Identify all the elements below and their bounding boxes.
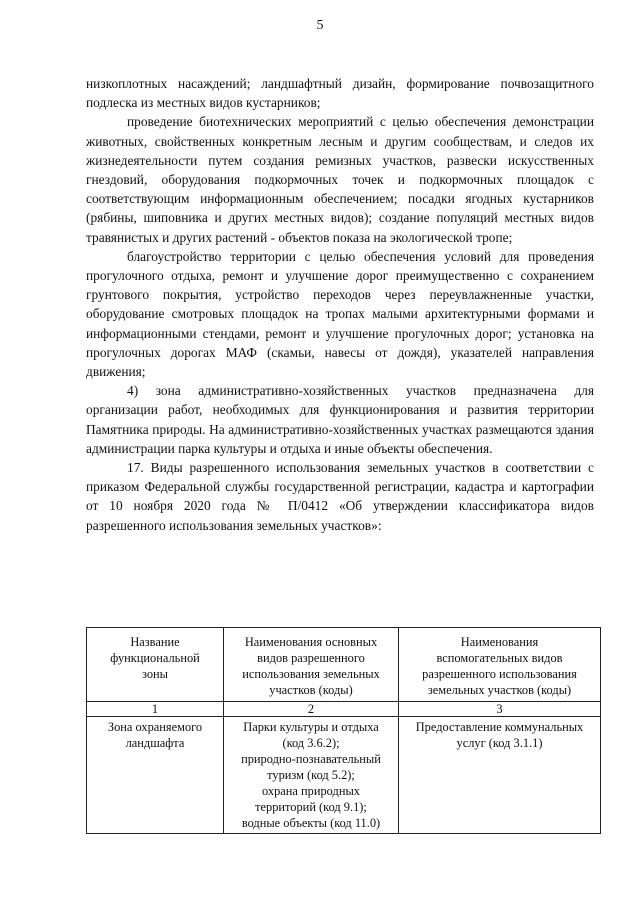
header-zone-name: Название функциональной зоны (87, 628, 224, 702)
paragraph-item-17: 17. Виды разрешенного использования земельных участков в соответствии с приказом Федеральной службы государственной регистрации, кадастра и картографии от 10 ноября 2020 года № П/0412 «Об утверждении классификатора видов разрешенного использования земельных участков»: (86, 460, 594, 533)
cell-auxiliary-uses: Предоставление коммунальных услуг (код 3.1.1) (399, 717, 601, 834)
paragraph-improvement: благоустройство территории с целью обеспечения условий для проведения прогулочного отдыха, ремонт и улучшение дорог преимущественно с сохранением грунтового покрытия, устройство переходов через переувлажненные участки, оборудование смотровых площадок на тропах малыми архитектурными формами и информационными стендами, ремонт и улучшение прогулочных дорог; установка на прогулочных дорогах МАФ (скамьи, навесы от дождя), указателей направления движения; (86, 248, 594, 380)
paragraph-planting: низкоплотных насаждений; ландшафтный дизайн, формирование почвозащитного подлеска из местных видов кустарников; (86, 76, 594, 111)
paragraph-biotechnical: проведение биотехнических мероприятий с целью обеспечения демонстрации животных, свойственных конкретным лесным и другим сообществам, и следов их жизнедеятельности путем создания ремизных участков, развески искусственных гнездовий, оборудования подкормочных точек и подкормочных площадок с соответствующим информационным обеспечением; посадки ягодных кустарников (рябины, шиповника и других местных видов); создание популяций местных видов травянистых и других растений - объектов показа на экологической тропе; (86, 114, 594, 245)
land-use-table (86, 627, 601, 834)
header-main-use: Наименования основных видов разрешенного использования земельных участков (коды) (224, 628, 399, 702)
cell-main-uses: Парки культуры и отдыха (код 3.6.2); природно-познавательный туризм (код 5.2); охрана природных территорий (код 9.1); водные объекты (код 11.0) (224, 717, 399, 834)
page-number: 5 (316, 18, 324, 33)
cell-zone-name: Зона охраняемого ландшафта (87, 717, 224, 834)
column-number-row (87, 702, 601, 717)
document-body (86, 74, 594, 535)
header-auxiliary-use: Наименования вспомогательных видов разрешенного использования земельных участков (коды) (399, 628, 601, 702)
table-row (87, 717, 601, 834)
column-number: 2 (224, 702, 399, 717)
column-number: 1 (87, 702, 224, 717)
column-number: 3 (399, 702, 601, 717)
paragraph-admin-zone: 4) зона административно-хозяйственных участков предназначена для организации работ, необходимых для функционирования и развития территории Памятника природы. На административно-хозяйственных участках размещаются здания администрации парка культуры и отдыха и иные объекты обеспечения. (86, 383, 594, 456)
table-header-row (87, 628, 601, 702)
